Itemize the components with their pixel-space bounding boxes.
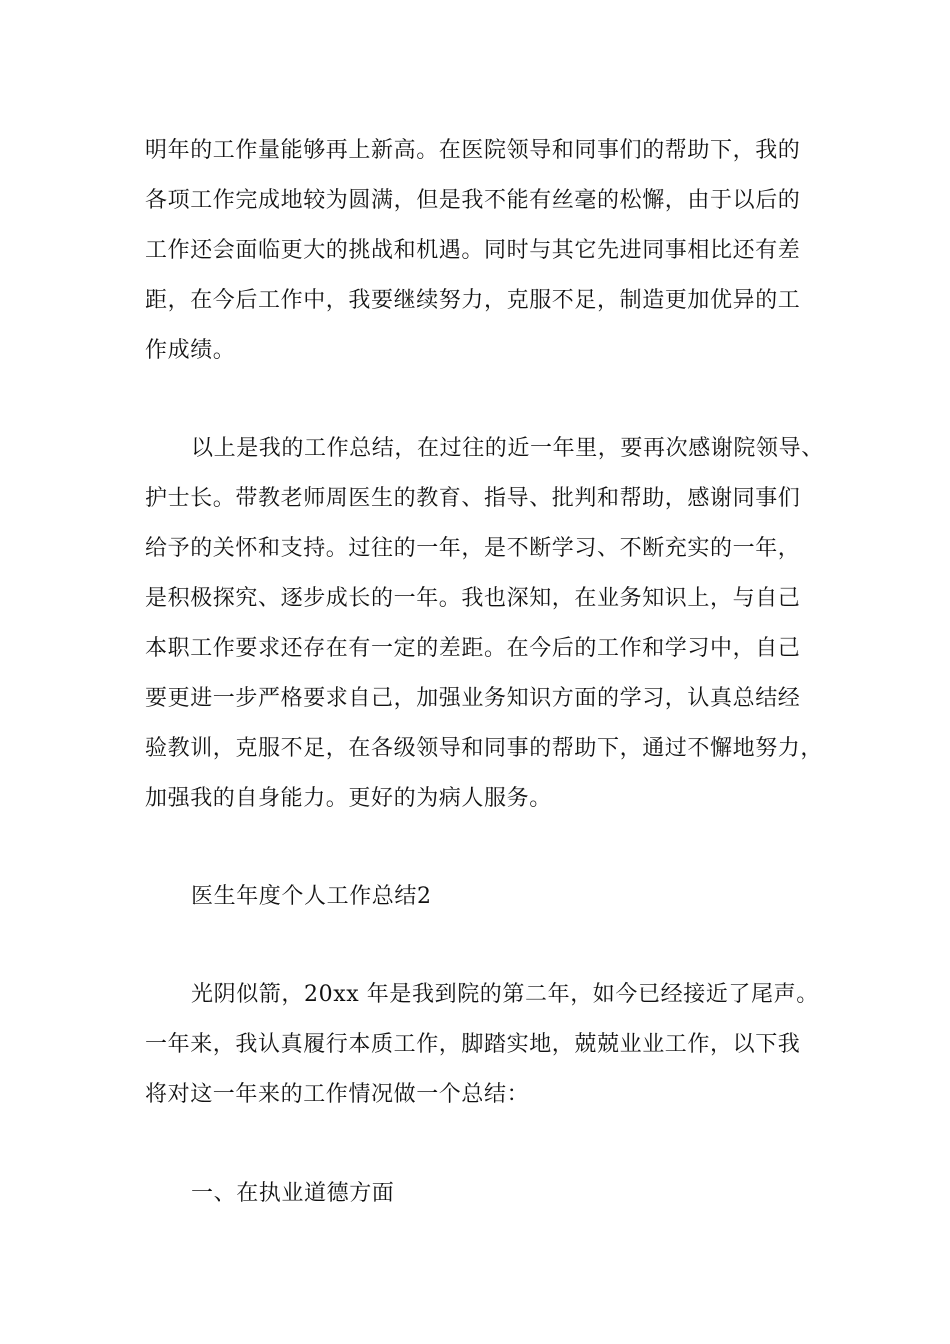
text-line: 以上是我的工作总结，在过往的近一年里，要再次感谢院领导、 [191,436,824,461]
text-line: 工作还会面临更大的挑战和机遇。同时与其它先进同事相比还有差 [145,238,801,263]
text-line: 是积极探究、逐步成长的一年。我也深知，在业务知识上，与自己 [145,586,801,611]
text-line: 各项工作完成地较为圆满，但是我不能有丝毫的松懈，由于以后的 [145,188,801,213]
text-line: 光阴似箭，20xx 年是我到院的第二年，如今已经接近了尾声。 [191,982,819,1007]
text-line: 一年来，我认真履行本质工作，脚踏实地，兢兢业业工作，以下我 [145,1032,801,1057]
text-line: 要更进一步严格要求自己，加强业务知识方面的学习，认真总结经 [145,686,801,711]
text-line: 本职工作要求还存在有一定的差距。在今后的工作和学习中，自己 [145,636,801,661]
text-line: 给予的关怀和支持。过往的一年，是不断学习、不断充实的一年， [145,536,801,561]
text-line: 作成绩。 [145,338,236,363]
section-title: 医生年度个人工作总结2 [191,884,432,909]
text-line: 距，在今后工作中，我要继续努力，克服不足，制造更加优异的工 [145,288,801,313]
text-line: 护士长。带教老师周医生的教育、指导、批判和帮助，感谢同事们 [145,486,801,511]
text-line: 加强我的自身能力。更好的为病人服务。 [145,786,552,811]
text-line: 验教训，克服不足，在各级领导和同事的帮助下，通过不懈地努力， [145,736,824,761]
subheading: 一、在执业道德方面 [191,1181,395,1206]
text-line: 明年的工作量能够再上新高。在医院领导和同事们的帮助下，我的 [145,138,801,163]
text-line: 将对这一年来的工作情况做一个总结： [145,1082,530,1107]
